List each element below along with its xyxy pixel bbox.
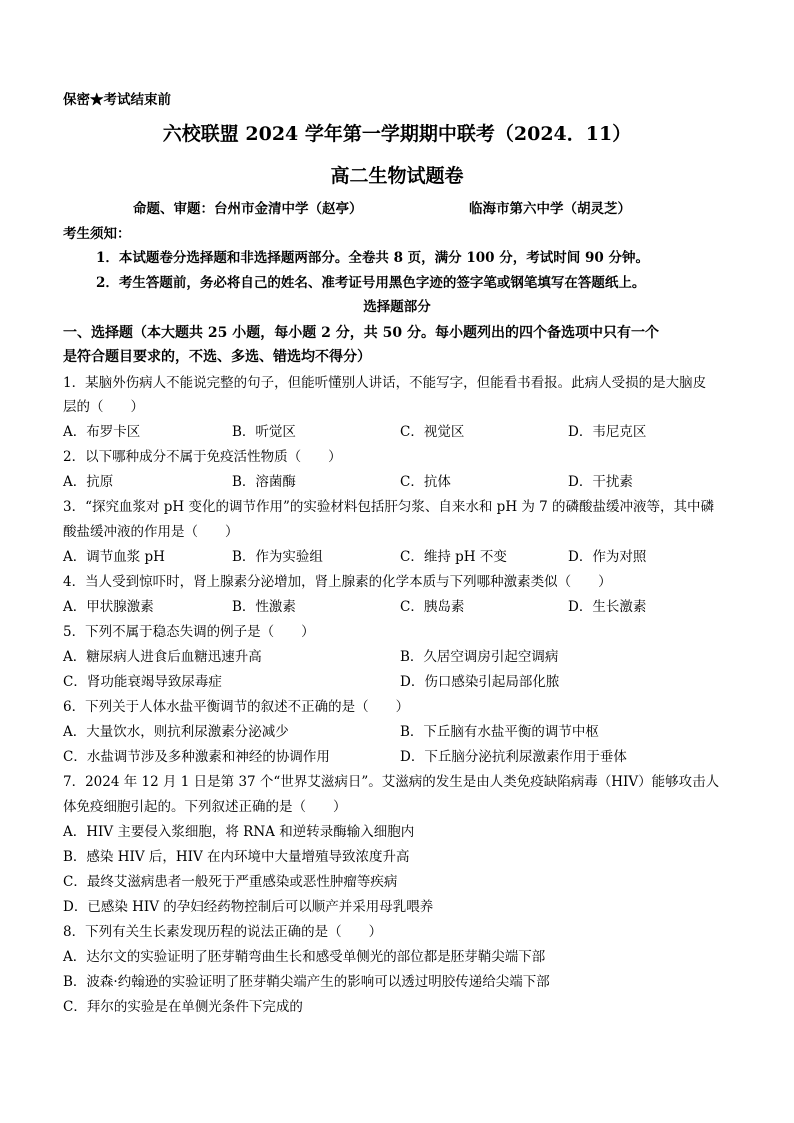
notice-item-1: 1．本试题卷分选择题和非选择题两部分。全卷共 8 页，满分 100 分，考试时间 90 分钟。: [96, 250, 649, 266]
q3-option-d: D．作为对照: [568, 549, 647, 565]
q2-option-a: A．抗原: [63, 474, 114, 490]
q7-option-d: D．已感染 HIV 的孕妇经药物控制后可以顺产并采用母乳喂养: [63, 899, 434, 915]
q1-option-c: C．视觉区: [400, 424, 465, 440]
q6-option-c: C．水盐调节涉及多种激素和神经的协调作用: [63, 749, 330, 765]
q1-stem-line1: 1．某脑外伤病人不能说完整的句子，但能听懂别人讲话，不能写字，但能看书看报。此病人受损的是大脑皮: [63, 375, 707, 391]
q3-stem-line2: 酸盐缓冲液的作用是（ ）: [63, 524, 239, 540]
section-instructions-line2: 是符合题目要求的，不选、多选、错选均不得分）: [63, 349, 371, 365]
exam-title: 六校联盟 2024 学年第一学期期中联考（2024．11）: [162, 123, 632, 145]
q3-option-a: A．调节血浆 pH: [63, 549, 165, 565]
q3-stem-line1: 3．“探究血浆对 pH 变化的调节作用”的实验材料包括肝匀浆、自来水和 pH 为 7 的磷酸盐缓冲液等，其中磷: [63, 499, 715, 515]
q8-option-c: C．拜尔的实验是在单侧光条件下完成的: [63, 999, 303, 1015]
q7-stem-line2: 体免疫细胞引起的。下列叙述正确的是（ ）: [63, 799, 347, 815]
q8-stem-line1: 8．下列有关生长素发现历程的说法正确的是（ ）: [63, 924, 383, 940]
q1-option-b: B．听觉区: [232, 424, 296, 440]
q3-option-c: C．维持 pH 不变: [400, 549, 507, 565]
q4-stem-line1: 4．当人受到惊吓时，肾上腺素分泌增加，肾上腺素的化学本质与下列哪种激素类似（ ）: [63, 574, 612, 590]
q3-option-b: B．作为实验组: [232, 549, 323, 565]
section-title: 选择题部分: [363, 299, 431, 315]
q2-option-d: D．干扰素: [568, 474, 633, 490]
q6-option-a: A．大量饮水，则抗利尿激素分泌减少: [63, 724, 289, 740]
q8-option-a: A．达尔文的实验证明了胚芽鞘弯曲生长和感受单侧光的部位都是胚芽鞘尖端下部: [63, 949, 546, 965]
q5-option-a: A．糖尿病人进食后血糖迅速升高: [63, 649, 262, 665]
notice-item-2: 2．考生答题前，务必将自己的姓名、准考证号用黑色字迹的签字笔或钢笔填写在答题纸上。: [96, 275, 646, 291]
section-instructions-line1: 一、选择题（本大题共 25 小题，每小题 2 分，共 50 分。每小题列出的四个备选项中只有一个: [63, 325, 659, 341]
q6-option-b: B．下丘脑有水盐平衡的调节中枢: [400, 724, 599, 740]
q5-stem-line1: 5．下列不属于稳态失调的例子是（ ）: [63, 624, 315, 640]
q5-option-c: C．肾功能衰竭导致尿毒症: [63, 674, 222, 690]
q1-stem-line2: 层的（ ）: [63, 399, 144, 415]
q2-option-b: B．溶菌酶: [232, 474, 296, 490]
q4-option-c: C．胰岛素: [400, 599, 465, 615]
q4-option-a: A．甲状腺激素: [63, 599, 154, 615]
q7-option-b: B．感染 HIV 后，HIV 在内环境中大量增殖导致浓度升高: [63, 849, 410, 865]
q1-option-d: D．韦尼克区: [568, 424, 647, 440]
confidential-label: 保密★考试结束前: [63, 92, 171, 108]
q4-option-b: B．性激素: [232, 599, 296, 615]
q6-stem-line1: 6．下列关于人体水盐平衡调节的叙述不正确的是（ ）: [63, 699, 410, 715]
authors-left: 命题、审题：台州市金清中学（赵亭）: [133, 201, 363, 217]
q4-option-d: D．生长激素: [568, 599, 647, 615]
authors-right: 临海市第六中学（胡灵芝）: [469, 201, 631, 217]
exam-subtitle: 高二生物试题卷: [330, 165, 464, 187]
notice-heading: 考生须知：: [63, 226, 131, 242]
q2-option-c: C．抗体: [400, 474, 451, 490]
q5-option-d: D．伤口感染引起局部化脓: [400, 674, 560, 690]
q8-option-b: B．波森·约翰逊的实验证明了胚芽鞘尖端产生的影响可以透过明胶传递给尖端下部: [63, 974, 550, 990]
q7-stem-line1: 7．2024 年 12 月 1 日是第 37 个“世界艾滋病日”。艾滋病的发生是由人类免疫缺陷病毒（HIV）能够攻击人: [63, 774, 720, 790]
q6-option-d: D．下丘脑分泌抗利尿激素作用于垂体: [400, 749, 627, 765]
q7-option-a: A．HIV 主要侵入浆细胞，将 RNA 和逆转录酶输入细胞内: [63, 824, 415, 840]
q7-option-c: C．最终艾滋病患者一般死于严重感染或恶性肿瘤等疾病: [63, 874, 398, 890]
q2-stem-line1: 2．以下哪种成分不属于免疫活性物质（ ）: [63, 449, 342, 465]
q1-option-a: A．布罗卡区: [63, 424, 141, 440]
q5-option-b: B．久居空调房引起空调病: [400, 649, 559, 665]
